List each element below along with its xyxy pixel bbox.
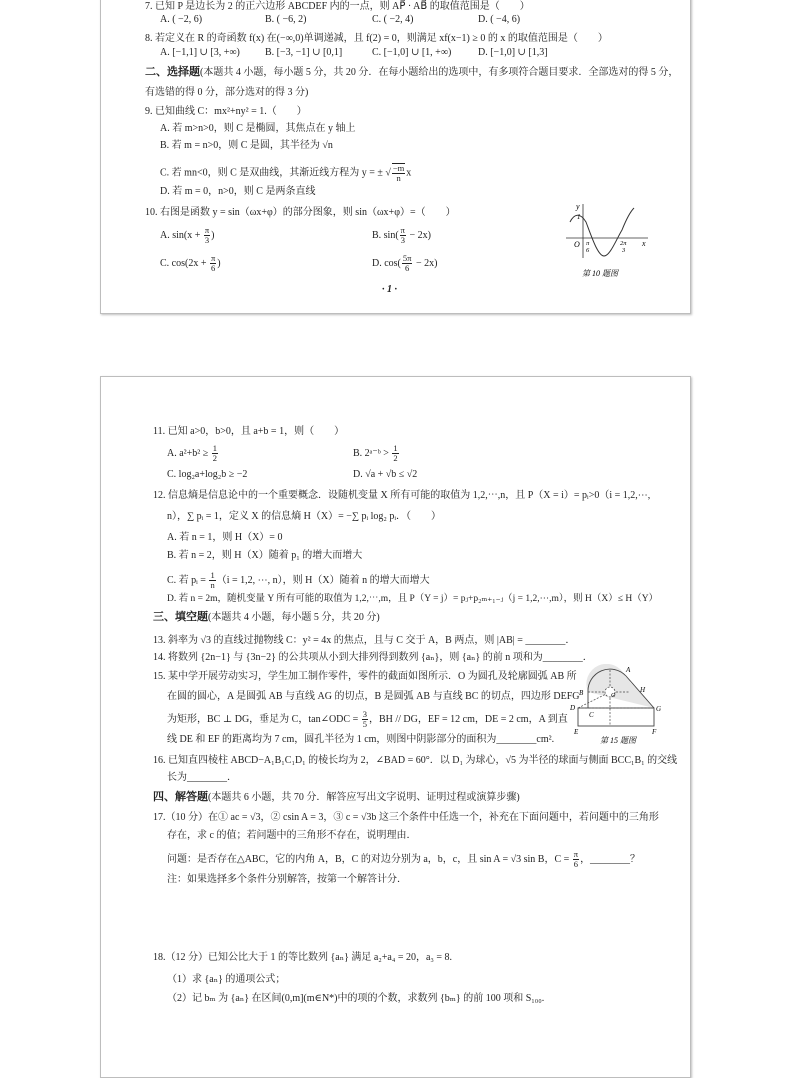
q10-d-post: − 2x) bbox=[413, 257, 438, 269]
q9-c-num: −m bbox=[392, 163, 405, 173]
q8-option-d: D. [−1,0] ∪ [1,3] bbox=[478, 47, 548, 58]
q12-c-pre: C. 若 pᵢ = bbox=[167, 574, 209, 586]
section-4-desc: (本题共 6 小题，共 70 分．解答应写出文字说明、证明过程或演算步骤) bbox=[208, 792, 520, 803]
q11-option-d: D. √a + √b ≤ √2 bbox=[353, 469, 418, 480]
q12-c-num: 1 bbox=[210, 570, 215, 580]
tick1-den: 6 bbox=[586, 247, 590, 254]
q12-stem: 12. 信息熵是信息论中的一个重要概念．设随机变量 X 所有可能的取值为 1,2,⋯,n，且 P（X = i）= pᵢ>0（i = 1,2,⋯, bbox=[153, 490, 651, 501]
q15-part-figure bbox=[570, 664, 668, 746]
label-f: F bbox=[652, 728, 657, 736]
q12-option-c bbox=[167, 571, 430, 590]
section-3-title: 三、填空题 bbox=[153, 611, 208, 623]
section-2-desc-cont: 有选错的得 0 分，部分选对的得 3 分) bbox=[145, 87, 309, 98]
q17-l3-post: ，________？ bbox=[580, 853, 641, 865]
q9-c-post: x bbox=[406, 167, 412, 179]
q10-a-num: π bbox=[204, 225, 210, 235]
section-2-desc: (本题共 4 小题，每小题 5 分，共 20 分．在每小题给出的选项中，有多项符合题目要求．全部选对的得 5 分， bbox=[200, 67, 679, 78]
q17-line-1: 17.（10 分）在① ac = √3，② csin A = 3，③ c = √3b 这三个条件中任选一个，补充在下面问题中，若问题中的三角形 bbox=[153, 812, 659, 823]
q15-l3-num: 3 bbox=[362, 709, 367, 719]
q10-c-post: ) bbox=[217, 257, 221, 269]
q10-d-pre: D. cos( bbox=[372, 257, 401, 269]
q18-line-2: （1）求 {aₙ} 的通项公式； bbox=[167, 974, 286, 985]
q10-b-num: π bbox=[400, 225, 405, 235]
q10-sine-graph-figure bbox=[562, 200, 652, 280]
q10-option-d bbox=[372, 254, 437, 273]
q17-l3-den: 6 bbox=[573, 859, 579, 869]
q8-stem: 8. 若定义在 R 的奇函数 f(x) 在(−∞,0)单调递减，且 f(2) = 0，则满足 xf(x−1) ≥ 0 的 x 的取值范围是（ ） bbox=[145, 33, 608, 44]
label-one: 1 bbox=[577, 213, 581, 221]
q9-c-text: C. 若 mn<0，则 C 是双曲线，其渐近线方程为 y = ± √ bbox=[160, 167, 391, 179]
x-axis-label: x bbox=[642, 239, 646, 248]
q17-line-3 bbox=[167, 850, 640, 869]
q9-option-c bbox=[160, 163, 411, 183]
section-4-heading bbox=[153, 791, 520, 804]
q10-d-den: 6 bbox=[405, 263, 410, 273]
q9-stem: 9. 已知曲线 C：mx²+ny² = 1.（ ） bbox=[145, 106, 307, 117]
q17-l3-num: π bbox=[573, 849, 579, 859]
label-g: G bbox=[656, 705, 662, 713]
q11-b-den: 2 bbox=[393, 453, 398, 463]
q15-line-2: 在圆的圆心，A 是圆弧 AB 与直线 AG 的切点，B 是圆弧 AB 与直线 BC 的切点，四边形 DEFG bbox=[167, 691, 580, 702]
q10-c-den: 6 bbox=[211, 263, 216, 273]
q7-option-c: C. ( −2, 4) bbox=[372, 14, 414, 25]
label-e: E bbox=[574, 728, 579, 736]
q11-b-pre: B. 2ᵃ⁻ᵇ > bbox=[353, 447, 392, 459]
question-14: 14. 将数列 {2n−1} 与 {3n−2} 的公共项从小到大排列得到数列 {aₙ}，则 {aₙ} 的前 n 项和为________． bbox=[153, 652, 593, 663]
q10-option-c bbox=[160, 254, 221, 273]
q18-line-1: 18.（12 分）已知公比大于 1 的等比数列 {aₙ} 满足 a₂+a₄ = 20，a₃ = 8. bbox=[153, 952, 453, 963]
q7-option-b: B. ( −6, 2) bbox=[265, 14, 307, 25]
q10-stem: 10. 右图是函数 y = sin（ωx+φ）的部分图象，则 sin（ωx+φ）=（ ） bbox=[145, 207, 456, 218]
q11-option-a bbox=[167, 444, 219, 463]
q16-line-2: 长为________． bbox=[167, 772, 237, 783]
q9-option-b: B. 若 m = n>0，则 C 是圆，其半径为 √n bbox=[160, 140, 333, 151]
q17-line-2: 存在，求 c 的值；若问题中的三角形不存在，说明理由． bbox=[167, 830, 417, 841]
q8-option-c: C. [−1,0] ∪ [1, +∞) bbox=[372, 47, 452, 58]
origin-label: O bbox=[574, 240, 580, 249]
tick1-num: π bbox=[586, 240, 590, 247]
q12-option-b: B. 若 n = 2，则 H（X）随着 p₁ 的增大而增大 bbox=[167, 550, 363, 561]
q10-b-den: 3 bbox=[400, 235, 405, 245]
q10-option-b bbox=[372, 226, 431, 245]
q10-c-pre: C. cos(2x + bbox=[160, 257, 209, 269]
q15-line-3 bbox=[167, 710, 568, 729]
q11-b-num: 1 bbox=[393, 443, 398, 453]
q12-stem-cont: n），∑ pᵢ = 1，定义 X 的信息熵 H（X）= −∑ pᵢ log₂ pᵢ．（ ） bbox=[167, 511, 442, 522]
q7-option-a: A. ( −2, 6) bbox=[160, 14, 203, 25]
q15-line-4: 线 DE 和 EF 的距离均为 7 cm，圆孔半径为 1 cm，则图中阴影部分的面积为________cm². bbox=[167, 734, 555, 745]
q11-option-b bbox=[353, 444, 400, 463]
label-b: B bbox=[579, 689, 584, 697]
q11-a-den: 2 bbox=[212, 453, 218, 463]
q10-d-num: 5π bbox=[402, 253, 412, 263]
label-a: A bbox=[626, 666, 631, 674]
section-4-title: 四、解答题 bbox=[153, 791, 208, 803]
q18-line-3: （2）记 bₘ 为 {aₙ} 在区间(0,m](m∈N*)中的项的个数，求数列 {bₘ} 的前 100 项和 S₁₀₀. bbox=[167, 993, 545, 1004]
y-axis-label: y bbox=[576, 202, 580, 211]
q15-line-1: 15. 某中学开展劳动实习，学生加工制作零件，零件的截面如图所示．O 为圆孔及轮廓圆弧 AB 所 bbox=[153, 671, 577, 682]
section-2-heading bbox=[145, 66, 678, 79]
label-h: H bbox=[640, 686, 646, 694]
tick2-num: 2π bbox=[620, 240, 627, 247]
label-d: D bbox=[570, 704, 576, 712]
q10-option-a bbox=[160, 226, 215, 245]
q7-stem: 7. 已知 P 是边长为 2 的正六边形 ABCDEF 内的一点，则 AP⃗ · AB⃗ 的取值范围是（ ） bbox=[145, 1, 530, 12]
q11-a-pre: A. a²+b² ≥ bbox=[167, 447, 211, 459]
q16-line-1: 16. 已知直四棱柱 ABCD−A₁B₁C₁D₁ 的棱长均为 2，∠BAD = 60°．以 D₁ 为球心，√5 为半径的球面与侧面 BCC₁B₁ 的交线 bbox=[153, 755, 678, 766]
tick2-den: 3 bbox=[622, 247, 626, 254]
label-o: O bbox=[611, 693, 616, 699]
q11-option-c: C. log₂a+log₂b ≥ −2 bbox=[167, 469, 248, 480]
page-number: · 1 · bbox=[382, 284, 397, 295]
q9-option-d: D. 若 m = 0，n>0，则 C 是两条直线 bbox=[160, 186, 316, 197]
question-13: 13. 斜率为 √3 的直线过抛物线 C：y² = 4x 的焦点，且与 C 交于 A，B 两点，则 |AB| = ________． bbox=[153, 635, 576, 646]
section-3-heading bbox=[153, 611, 380, 624]
q9-option-a: A. 若 m>n>0，则 C 是椭圆，其焦点在 y 轴上 bbox=[160, 123, 356, 134]
q15-l3-den: 5 bbox=[362, 719, 367, 729]
q10-a-post: ) bbox=[211, 229, 215, 241]
figure-15-caption: 第 15 题图 bbox=[600, 736, 636, 745]
q10-b-post: − 2x) bbox=[406, 229, 431, 241]
q10-a-den: 3 bbox=[204, 235, 210, 245]
q17-l3-pre: 问题：是否存在△ABC，它的内角 A，B，C 的对边分别为 a，b，c，且 sin A = √3 sin B，C = bbox=[167, 853, 572, 865]
q10-c-num: π bbox=[210, 253, 216, 263]
q8-option-a: A. [−1,1] ∪ [3, +∞) bbox=[160, 47, 240, 58]
q9-c-den: n bbox=[396, 173, 401, 183]
q15-l3-post: ，BH // DG，EF = 12 cm，DE = 2 cm，A 到直 bbox=[368, 713, 568, 725]
section-2-title: 二、选择题 bbox=[145, 66, 200, 78]
q17-line-4: 注：如果选择多个条件分别解答，按第一个解答计分． bbox=[167, 874, 407, 885]
q10-b-pre: B. sin( bbox=[372, 229, 399, 241]
q11-a-num: 1 bbox=[212, 443, 218, 453]
q12-c-post: （i = 1,2, ⋯, n），则 H（X）随着 n 的增大而增大 bbox=[216, 574, 430, 586]
q12-c-den: n bbox=[210, 580, 215, 590]
section-3-desc: (本题共 4 小题，每小题 5 分，共 20 分) bbox=[208, 612, 380, 623]
q12-option-d: D. 若 n = 2m，随机变量 Y 所有可能的取值为 1,2,⋯,m，且 P（Y = j）= pⱼ+p₂ₘ₊₁₋ⱼ（j = 1,2,⋯,m），则 H（X）≤ H（Y） bbox=[167, 594, 659, 604]
q8-option-b: B. [−3, −1] ∪ [0,1] bbox=[265, 47, 343, 58]
q15-l3-pre: 为矩形，BC ⊥ DG，垂足为 C，tan∠ODC = bbox=[167, 713, 361, 725]
figure-10-caption: 第 10 题图 bbox=[582, 269, 618, 278]
q12-option-a: A. 若 n = 1，则 H（X）= 0 bbox=[167, 532, 283, 543]
q10-a-pre: A. sin(x + bbox=[160, 229, 203, 241]
q11-stem: 11. 已知 a>0，b>0，且 a+b = 1，则（ ） bbox=[153, 426, 345, 437]
q7-option-d: D. ( −4, 6) bbox=[478, 14, 521, 25]
label-c: C bbox=[589, 711, 594, 719]
